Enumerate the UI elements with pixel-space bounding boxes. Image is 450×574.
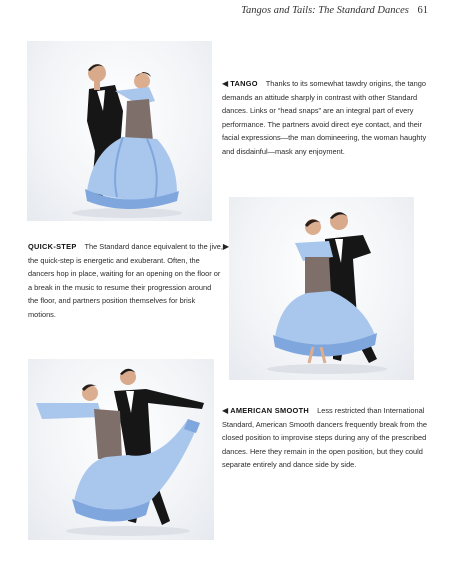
chapter-title: Tangos and Tails: The Standard Dances xyxy=(241,5,409,16)
tango-photo xyxy=(27,41,212,221)
quickstep-dancers-illustration xyxy=(229,197,414,380)
american-smooth-caption xyxy=(222,404,428,472)
caption-title: QUICK-STEP xyxy=(28,242,77,251)
american-smooth-dancers-illustration xyxy=(28,359,214,540)
right-pointer-triangle-icon: ▶ xyxy=(222,242,229,251)
left-pointer-triangle-icon: ◀ xyxy=(222,79,229,88)
page-number: 61 xyxy=(417,5,428,16)
quickstep-caption xyxy=(28,240,229,322)
caption-body: The Standard dance equivalent to the jive, the quick-step is energetic and exuberant. Often, the dancers hop in place, waiting for an opening on the floor or a break in the music to resume their progression around the floor, and partners position themselves for brisk motions. xyxy=(28,242,223,319)
quickstep-photo xyxy=(229,197,414,380)
caption-body: Less restricted than International Standard, American Smooth dancers frequently break from the closed position to improvise steps during any of the prescribed dances. Here they remain in the open position, but they could separate entirely and dance side by side. xyxy=(222,406,427,470)
tango-dancers-illustration xyxy=(27,41,212,221)
tango-caption xyxy=(222,77,432,159)
caption-body: Thanks to its somewhat tawdry origins, the tango demands an attitude sharply in contrast with other Standard dances. Links or “head snaps” are an integral part of every performance. The partners avoid direct eye contact, and their facial expressions—the man domineering, the woman haughty and disdainful—mask any enjoyment. xyxy=(222,79,427,156)
left-pointer-triangle-icon: ◀ xyxy=(222,406,229,415)
running-header xyxy=(241,5,428,16)
caption-title: AMERICAN SMOOTH xyxy=(230,406,310,415)
american-smooth-photo xyxy=(28,359,214,540)
caption-title: TANGO xyxy=(230,79,258,88)
